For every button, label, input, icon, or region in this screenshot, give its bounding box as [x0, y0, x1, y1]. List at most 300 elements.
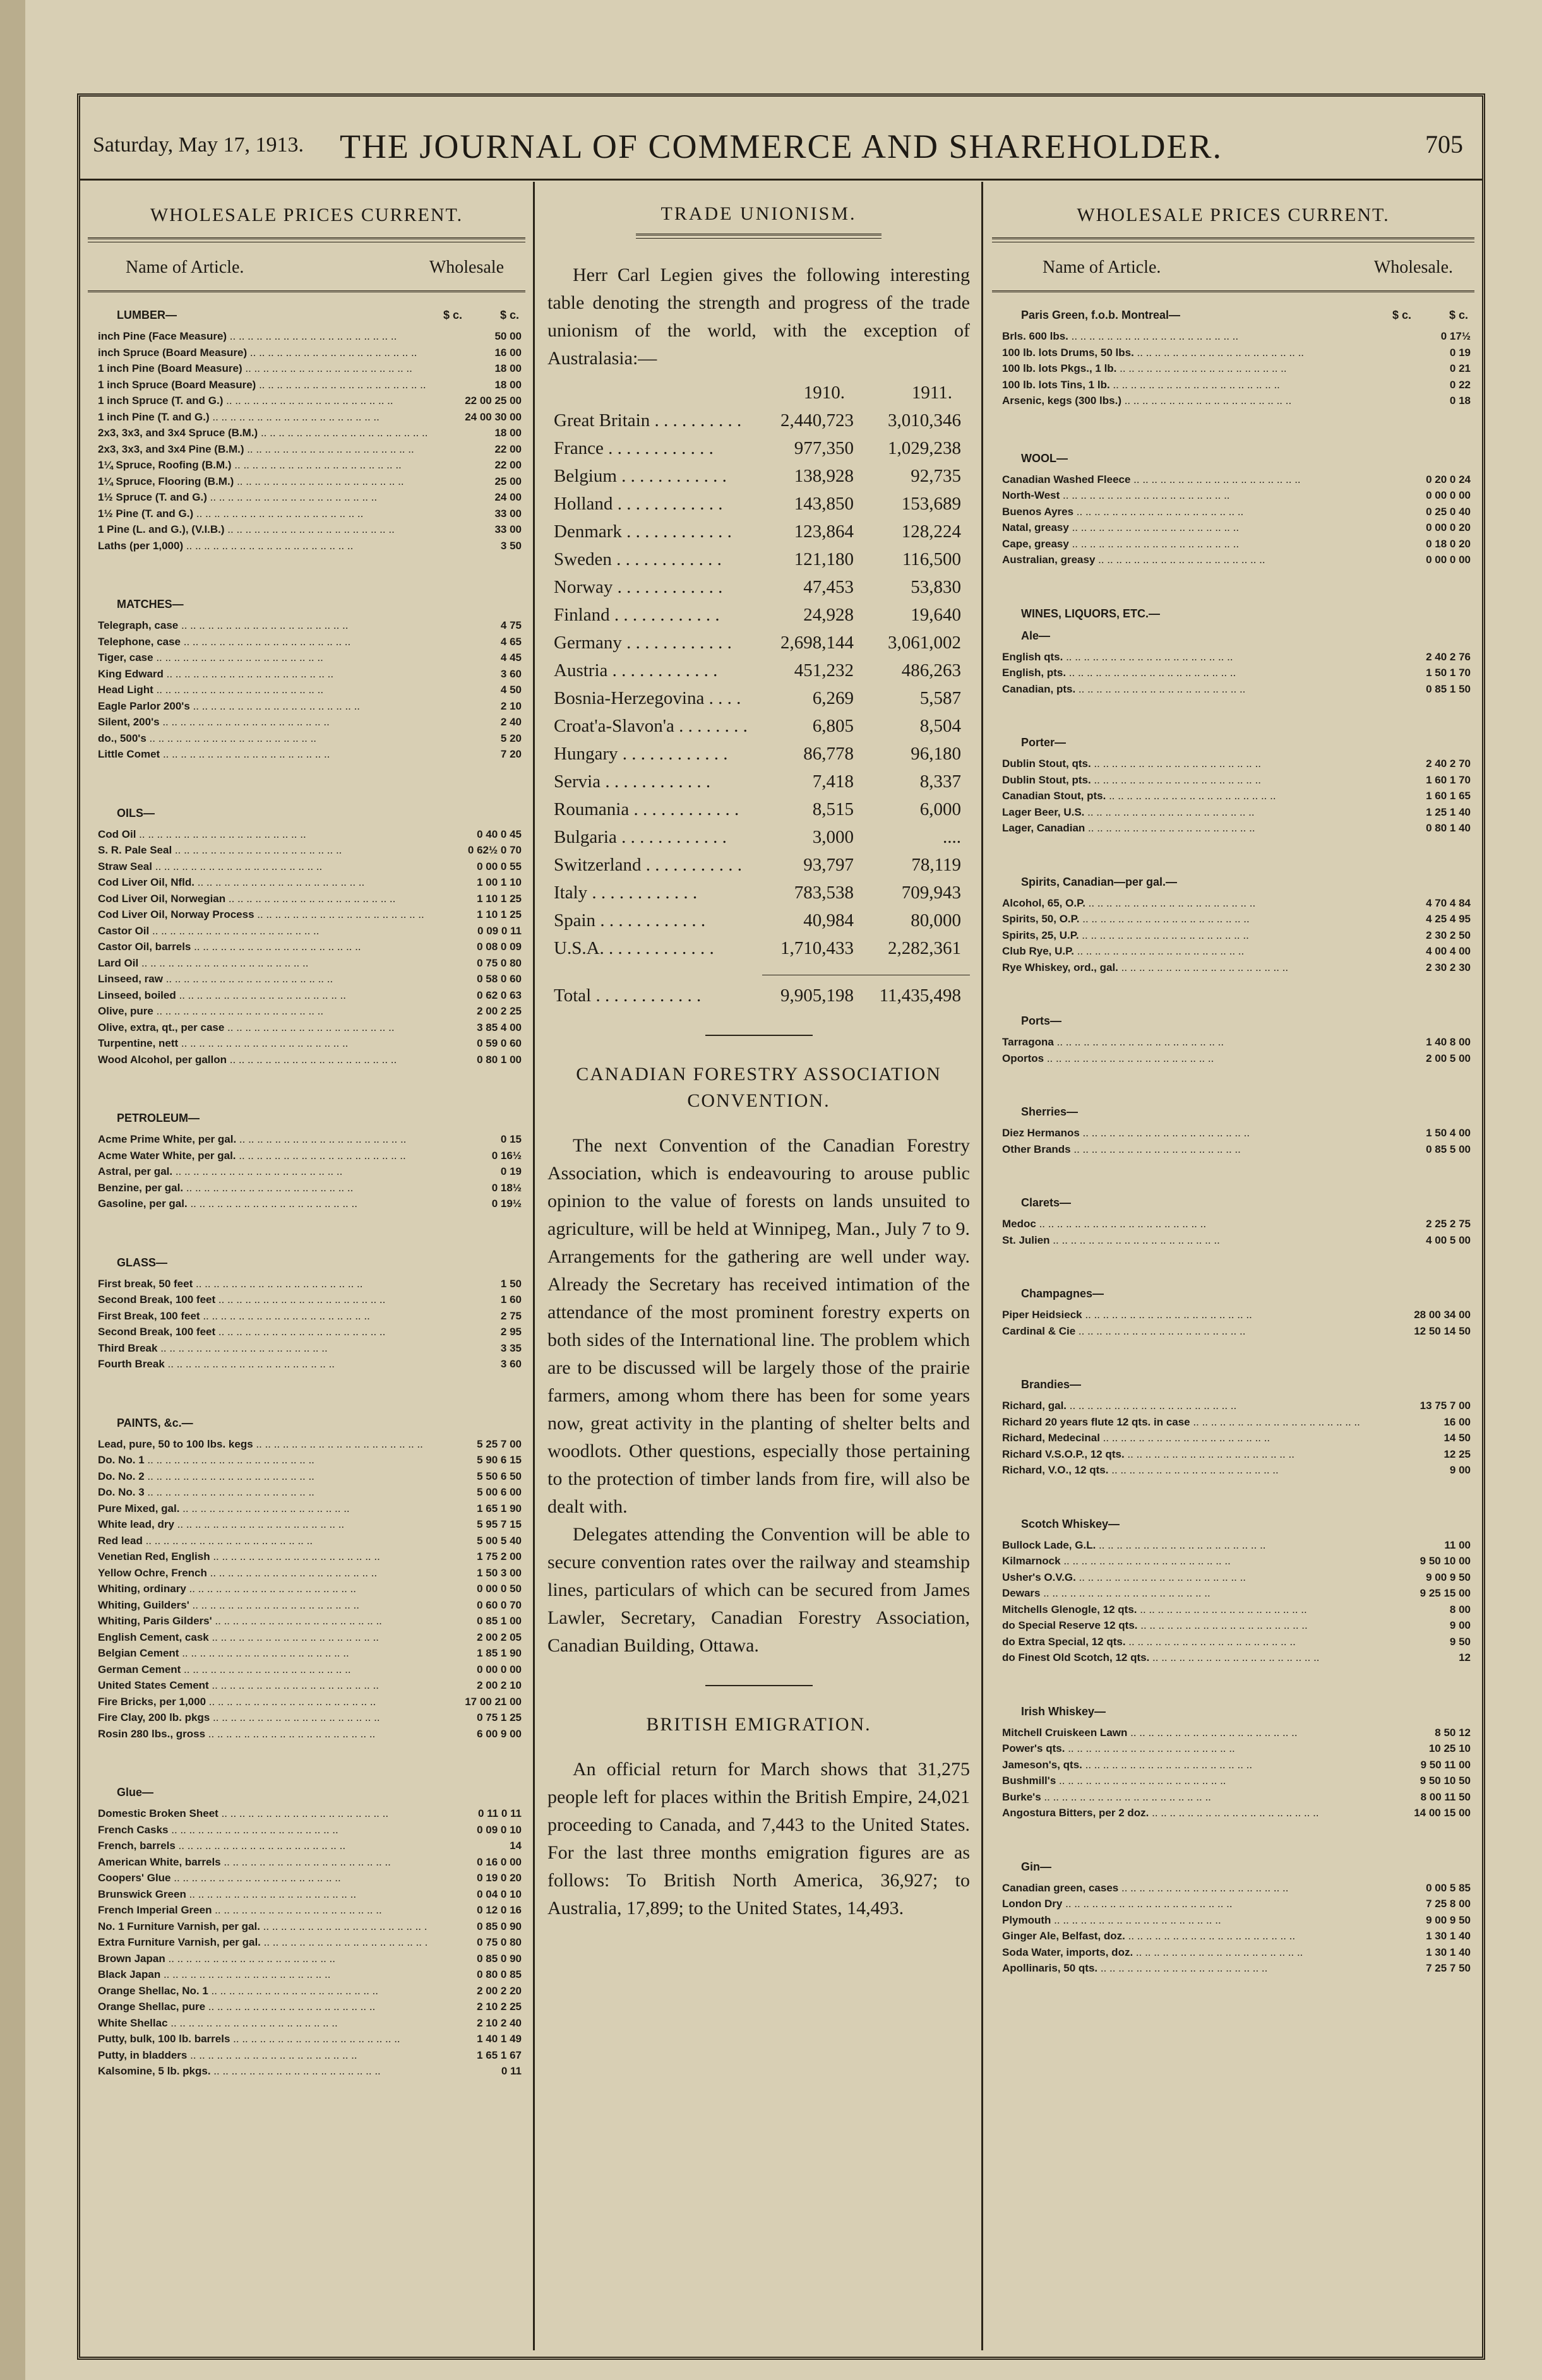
double-rule	[88, 237, 525, 242]
price-row	[92, 1324, 522, 1340]
section-heading-text: LUMBER—	[117, 309, 177, 321]
article-price: 13 75 7 00	[1419, 1400, 1471, 1412]
price-row	[92, 987, 522, 1004]
country-name: Spain . . .	[554, 907, 746, 934]
price-row	[996, 1634, 1471, 1650]
article-name: Apollinaris, 50 qts. .. ..	[1002, 1960, 1376, 1977]
country-name: Germany . . .	[554, 629, 746, 657]
forestry-paragraph-1: The next Convention of the Canadian Forestry Association, which is endeavouring to arouse public opinion to the value of forests on lands unsuited to agriculture, will be held at Winnipeg, Man., July 7 to 9. Arrangements for the gathering are well under way. Already the Secretary has received intimation of the attendance of the most prominent forestry experts on both sides of the International line. The problem which are to be discussed will be largely those of the prairie farmers, among whom there has been for some years now, great activity in the planting of shelter belts and woodlots. Other questions, especially those pertaining to the protection of timber lands from fire, will also be dealt with.	[547, 1135, 970, 1517]
article-price: 0 40 0 45	[477, 828, 522, 840]
article-price: 12 25	[1443, 1448, 1471, 1460]
article-name: Arsenic, kegs (300 lbs.) .. ..	[1002, 393, 1376, 409]
article-price: 5 20	[500, 732, 522, 744]
article-name: French Casks .. ..	[98, 1822, 427, 1838]
article-price: 0 00 0 55	[477, 860, 522, 872]
article-price: 0 80 1 40	[1426, 822, 1471, 834]
article-price: 1 25 1 40	[1426, 806, 1471, 818]
price-row	[92, 2015, 522, 2032]
price-row	[996, 665, 1471, 681]
col-wholesale-label: Wholesale	[429, 258, 504, 277]
section-heading	[996, 1014, 1471, 1028]
article-name: Castor Oil .. ..	[98, 923, 427, 939]
article-name: White lead, dry .. ..	[98, 1516, 427, 1533]
section-heading-text: Gin—	[1021, 1860, 1051, 1873]
total-1910: 9,905,198	[780, 985, 854, 1006]
price-row	[996, 1789, 1471, 1806]
article-name: Buenos Ayres .. ..	[1002, 504, 1376, 520]
article-name: Rosin 280 lbs., gross .. ..	[98, 1726, 427, 1742]
price-row	[92, 1452, 522, 1468]
article-price: 33 00	[494, 523, 522, 535]
section-heading-text: GLASS—	[117, 1256, 168, 1269]
section-heading	[996, 629, 1471, 643]
country-name: France . . .	[554, 434, 746, 462]
article-name: 2x3, 3x3, and 3x4 Pine (B.M.) .. ..	[98, 441, 427, 458]
price-row	[996, 1414, 1471, 1431]
section-heading	[92, 598, 522, 611]
unit-labels	[443, 309, 519, 322]
article-price: 1 75 2 00	[477, 1550, 522, 1562]
article-name: Head Light .. ..	[98, 682, 427, 698]
article-name: Alcohol, 65, O.P. .. ..	[1002, 895, 1376, 912]
article-price: 1 65 1 90	[477, 1502, 522, 1514]
article-name: Putty, bulk, 100 lb. barrels .. ..	[98, 2031, 427, 2047]
members-1911: 8,504	[919, 716, 961, 736]
article-name: Do. No. 3 .. ..	[98, 1484, 427, 1501]
article-price: 4 75	[500, 619, 522, 631]
article-name: Orange Shellac, pure .. ..	[98, 1999, 427, 2015]
article-price: 0 62 0 63	[477, 989, 522, 1001]
article-name: Second Break, 100 feet .. ..	[98, 1324, 427, 1340]
article-name: 1¼ Spruce, Roofing (B.M.) .. ..	[98, 457, 427, 473]
price-row	[92, 2047, 522, 2064]
price-section	[92, 1256, 522, 1372]
article-name: English, pts. .. ..	[1002, 665, 1376, 681]
price-row	[996, 788, 1471, 804]
price-section	[996, 1196, 1471, 1248]
price-row	[996, 1446, 1471, 1463]
price-section	[996, 1287, 1471, 1339]
members-1911: ....	[943, 827, 961, 847]
article-name: Putty, in bladders .. ..	[98, 2047, 427, 2064]
left-column-title: WHOLESALE PRICES CURRENT.	[150, 205, 463, 225]
section-heading	[996, 1860, 1471, 1874]
section-heading-text: Sherries—	[1021, 1105, 1079, 1118]
members-1911: 153,689	[901, 494, 961, 514]
article-name: Brunswick Green .. ..	[98, 1886, 427, 1903]
article-name: Orange Shellac, No. 1 .. ..	[98, 1983, 427, 1999]
article-name: Whiting, ordinary .. ..	[98, 1581, 427, 1597]
article-price: 0 19	[500, 1165, 522, 1177]
price-row	[92, 1694, 522, 1710]
article-name: London Dry .. ..	[1002, 1896, 1376, 1912]
article-name: Spirits, 25, U.P. .. ..	[1002, 927, 1376, 944]
trade-union-row	[547, 795, 970, 823]
article-price: 1 60 1 70	[1426, 773, 1471, 786]
price-section	[996, 607, 1471, 621]
section-heading-text: Glue—	[117, 1786, 154, 1799]
article-name: Canadian green, cases .. ..	[1002, 1880, 1376, 1896]
article-name: Linseed, boiled .. ..	[98, 987, 427, 1004]
article-price: 5 50 6 50	[477, 1470, 522, 1482]
price-row	[92, 345, 522, 361]
price-row	[92, 939, 522, 955]
article-name: Diez Hermanos .. ..	[1002, 1125, 1376, 1141]
section-heading	[996, 607, 1471, 621]
price-row	[92, 1838, 522, 1854]
article-name: 100 lb. lots Pkgs., 1 lb. .. ..	[1002, 360, 1376, 377]
article-price: 2 00 2 20	[477, 1984, 522, 1997]
price-row	[92, 393, 522, 409]
members-1911: 2,282,361	[888, 938, 961, 958]
price-row	[996, 1740, 1471, 1757]
country-name: Sweden . . .	[554, 545, 746, 573]
header-rule	[80, 179, 1482, 181]
price-row	[92, 1533, 522, 1549]
article-name: inch Pine (Face Measure) .. ..	[98, 328, 427, 345]
col-wholesale-label: Wholesale.	[1373, 258, 1453, 277]
middle-article-column	[536, 182, 983, 2350]
price-row	[996, 804, 1471, 821]
article-price: 9 00 9 50	[1426, 1571, 1471, 1583]
price-row	[92, 489, 522, 506]
article-price: 2 10	[500, 699, 522, 712]
section-heading-text: WINES, LIQUORS, ETC.—	[1021, 607, 1161, 620]
journal-title: THE JOURNAL OF COMMERCE AND SHAREHOLDER.	[339, 128, 1223, 165]
price-row	[92, 506, 522, 522]
article-price: 18 00	[494, 427, 522, 439]
price-row	[92, 1163, 522, 1180]
article-name: Lard Oil .. ..	[98, 955, 427, 972]
price-row	[996, 1050, 1471, 1067]
price-row	[92, 1340, 522, 1357]
article-name: Club Rye, U.P. .. ..	[1002, 943, 1376, 960]
article-price: 0 75 0 80	[477, 1936, 522, 1948]
trade-union-row	[547, 768, 970, 795]
trade-union-row	[547, 740, 970, 768]
members-1910: 7,418	[812, 771, 854, 792]
article-price: 12 50 14 50	[1414, 1324, 1471, 1337]
article-name: White Shellac .. ..	[98, 2015, 427, 2032]
section-heading	[996, 1705, 1471, 1718]
price-row	[996, 552, 1471, 568]
article-price: 9 00	[1449, 1464, 1471, 1476]
article-price: 0 75 0 80	[477, 956, 522, 969]
price-row	[996, 1307, 1471, 1323]
members-1910: 2,440,723	[780, 410, 854, 431]
price-row	[996, 1216, 1471, 1232]
article-price: 3 85 4 00	[477, 1021, 522, 1033]
article-name: Bushmill's .. ..	[1002, 1773, 1376, 1789]
price-section	[996, 452, 1471, 568]
section-heading-text: Spirits, Canadian—per gal.—	[1021, 875, 1178, 888]
unit-dollars-cents: $ c.	[1449, 309, 1468, 321]
price-row	[92, 1710, 522, 1726]
price-row	[92, 714, 522, 730]
price-row	[92, 1999, 522, 2015]
article-name: Usher's O.V.G. .. ..	[1002, 1569, 1376, 1586]
article-price: 0 08 0 09	[477, 941, 522, 953]
price-row	[996, 1725, 1471, 1741]
price-row	[996, 1569, 1471, 1586]
price-row	[92, 1436, 522, 1453]
trade-union-row	[547, 629, 970, 657]
article-price: 2 10 2 40	[477, 2016, 522, 2029]
article-price: 0 85 1 00	[477, 1615, 522, 1627]
article-name: Lead, pure, 50 to 100 lbs. kegs .. ..	[98, 1436, 427, 1453]
price-row	[996, 1034, 1471, 1050]
article-name: Do. No. 2 .. ..	[98, 1468, 427, 1485]
article-name: Natal, greasy .. ..	[1002, 520, 1376, 536]
article-price: 9 25 15 00	[1419, 1587, 1471, 1599]
article-name: Second Break, 100 feet .. ..	[98, 1292, 427, 1308]
price-section	[996, 1518, 1471, 1666]
country-name: Austria . . .	[554, 657, 746, 684]
article-name: 2x3, 3x3, and 3x4 Spruce (B.M.) .. ..	[98, 425, 427, 441]
forestry-paragraph-2: Delegates attending the Convention will be able to secure convention rates over the railway and steamship lines, particulars of which can be secured from James Lawler, Secretary, Canadian Forestry Association, Canadian Building, Ottawa.	[547, 1524, 970, 1656]
article-price: 8 50 12	[1435, 1726, 1471, 1739]
article-name: Benzine, per gal. .. ..	[98, 1180, 427, 1196]
article-name: Dublin Stout, qts. .. ..	[1002, 756, 1376, 772]
section-heading-text: Brandies—	[1021, 1378, 1082, 1391]
article-name: Cod Liver Oil, Norway Process .. ..	[98, 907, 427, 923]
price-row	[92, 2063, 522, 2080]
price-row	[92, 425, 522, 441]
article-price: 2 00 2 05	[477, 1631, 522, 1643]
article-name: Spirits, 50, O.P. .. ..	[1002, 911, 1376, 927]
price-row	[92, 1951, 522, 1967]
article-price: 2 40 2 76	[1426, 650, 1471, 663]
article-name: Cardinal & Cie .. ..	[1002, 1323, 1376, 1340]
right-column-title: WHOLESALE PRICES CURRENT.	[1077, 205, 1390, 225]
article-price: 11 00	[1444, 1538, 1471, 1551]
trade-union-row	[547, 490, 970, 518]
members-1910: 2,698,144	[780, 633, 854, 653]
article-name: Angostura Bitters, per 2 doz. .. ..	[1002, 1805, 1376, 1821]
left-table-header	[88, 242, 525, 292]
article-name: 100 lb. lots Drums, 50 lbs. .. ..	[1002, 345, 1376, 361]
article-price: 0 04 0 10	[477, 1888, 522, 1900]
price-row	[92, 1292, 522, 1308]
article-name: Plymouth .. ..	[1002, 1912, 1376, 1929]
price-row	[92, 1003, 522, 1020]
article-name: 1½ Spruce (T. and G.) .. ..	[98, 489, 427, 506]
country-name: Finland . . .	[554, 601, 746, 629]
price-row	[92, 521, 522, 538]
price-row	[996, 756, 1471, 772]
article-name: Rye Whiskey, ord., gal. .. ..	[1002, 960, 1376, 976]
article-price: 0 21	[1449, 362, 1471, 374]
article-price: 5 90 6 15	[477, 1454, 522, 1466]
price-row	[996, 1430, 1471, 1446]
article-price: 1 85 1 90	[477, 1647, 522, 1659]
trade-union-row	[547, 545, 970, 573]
price-row	[996, 1585, 1471, 1602]
article-name: 1½ Pine (T. and G.) .. ..	[98, 506, 427, 522]
price-row	[92, 1597, 522, 1614]
article-price: 0 75 1 25	[477, 1711, 522, 1723]
article-price: 2 00 2 25	[477, 1005, 522, 1017]
price-row	[996, 927, 1471, 944]
article-price: 2 25 2 75	[1426, 1218, 1471, 1230]
price-row	[92, 842, 522, 859]
price-row	[92, 328, 522, 345]
article-name: Laths (per 1,000) .. ..	[98, 538, 427, 554]
section-heading	[996, 736, 1471, 749]
trade-union-row	[547, 573, 970, 601]
article-name: Red lead .. ..	[98, 1533, 427, 1549]
article-price: 5 00 6 00	[477, 1486, 522, 1498]
price-row	[92, 1919, 522, 1935]
price-row	[996, 1617, 1471, 1634]
price-row	[996, 1912, 1471, 1929]
price-row	[92, 874, 522, 891]
trade-union-row	[547, 712, 970, 740]
price-section	[92, 309, 522, 554]
price-row	[996, 360, 1471, 377]
article-name: Venetian Red, English .. ..	[98, 1549, 427, 1565]
members-1911: 19,640	[911, 605, 961, 625]
article-name: Belgian Cement .. ..	[98, 1645, 427, 1662]
country-name: Croat'a-Slavon'a . . .	[554, 712, 746, 740]
article-price: 2 00 2 10	[477, 1679, 522, 1691]
issue-date: Saturday, May 17, 1913.	[93, 133, 304, 157]
price-row	[92, 2031, 522, 2047]
price-row	[92, 891, 522, 907]
article-price: 5 00 5 40	[477, 1534, 522, 1547]
article-price: 4 25 4 95	[1426, 913, 1471, 925]
article-price: 0 11	[501, 2065, 522, 2077]
article-price: 0 85 0 90	[477, 1920, 522, 1932]
article-price: 0 22	[1449, 378, 1471, 391]
article-name: Lager Beer, U.S. .. ..	[1002, 804, 1376, 821]
article-name: S. R. Pale Seal .. ..	[98, 842, 427, 859]
price-row	[996, 1757, 1471, 1773]
article-price: 1 30 1 40	[1426, 1946, 1471, 1958]
article-price: 12	[1459, 1651, 1471, 1663]
price-row	[996, 328, 1471, 345]
members-1910: 783,538	[794, 883, 854, 903]
price-row	[92, 1549, 522, 1565]
article-price: 2 40	[500, 716, 522, 728]
article-price: 2 30 2 30	[1426, 961, 1471, 973]
article-price: 0 20 0 24	[1426, 473, 1471, 485]
price-row	[92, 1180, 522, 1196]
article-name: Domestic Broken Sheet .. ..	[98, 1806, 427, 1822]
price-row	[92, 1983, 522, 1999]
article-price: 10 25 10	[1428, 1742, 1471, 1754]
trade-union-row	[547, 407, 970, 434]
section-heading-text: PAINTS, &c.—	[117, 1416, 193, 1429]
members-1911: 53,830	[911, 577, 961, 597]
page-header	[93, 122, 1469, 172]
members-1910: 86,778	[803, 744, 854, 764]
title-rule	[636, 234, 882, 239]
article-price: 18 00	[494, 378, 522, 391]
article-price: 0 58 0 60	[477, 973, 522, 985]
total-label: Total . . .	[554, 982, 746, 1009]
price-section	[996, 629, 1471, 698]
article-price: 0 15	[500, 1133, 522, 1145]
price-row	[92, 1516, 522, 1533]
article-name: Telephone, case .. ..	[98, 634, 427, 650]
article-name: Cape, greasy .. ..	[1002, 536, 1376, 552]
article-price: 1 50 4 00	[1426, 1127, 1471, 1139]
article-name: Yellow Ochre, French .. ..	[98, 1565, 427, 1581]
price-row	[996, 536, 1471, 552]
country-name: Italy . . .	[554, 879, 746, 907]
price-section	[996, 736, 1471, 836]
article-price: 0 18	[1449, 395, 1471, 407]
price-row	[92, 473, 522, 490]
members-1910: 1,710,433	[780, 938, 854, 958]
article-name: Cod Liver Oil, Nfld. .. ..	[98, 874, 427, 891]
article-name: Olive, extra, qt., per case .. ..	[98, 1020, 427, 1036]
trade-union-row	[547, 907, 970, 934]
price-row	[92, 1662, 522, 1678]
price-row	[92, 1645, 522, 1662]
article-name: 1¼ Spruce, Flooring (B.M.) .. ..	[98, 473, 427, 490]
members-1910: 143,850	[794, 494, 854, 514]
price-row	[92, 1501, 522, 1517]
price-row	[92, 1902, 522, 1919]
price-row	[92, 1934, 522, 1951]
article-price: 3 50	[500, 539, 522, 552]
article-name: Richard, gal. .. ..	[1002, 1398, 1376, 1414]
article-name: Kilmarnock .. ..	[1002, 1553, 1376, 1569]
article-price: 1 40 8 00	[1426, 1036, 1471, 1048]
article-price: 7 25 7 50	[1426, 1962, 1471, 1974]
article-price: 25 00	[494, 475, 522, 487]
right-price-column	[984, 182, 1482, 2350]
price-row	[92, 1629, 522, 1646]
article-name: Fire Bricks, per 1,000 .. ..	[98, 1694, 427, 1710]
article-name: Ginger Ale, Belfast, doz. .. ..	[1002, 1928, 1376, 1944]
section-heading-text: OILS—	[117, 806, 155, 819]
price-section	[996, 309, 1471, 409]
trade-unionism-title: TRADE UNIONISM.	[660, 203, 857, 224]
article-price: 22 00	[494, 443, 522, 455]
article-name: German Cement .. ..	[98, 1662, 427, 1678]
article-price: 14	[510, 1840, 522, 1852]
article-price: 0 17½	[1440, 330, 1471, 342]
double-rule	[992, 237, 1474, 242]
article-price: 0 11 0 11	[477, 1807, 522, 1819]
price-row	[996, 943, 1471, 960]
article-separator	[705, 1685, 813, 1686]
article-price: 0 00 0 00	[1426, 489, 1471, 501]
article-price: 0 19½	[491, 1198, 522, 1210]
trade-union-row	[547, 823, 970, 851]
members-1910: 6,805	[812, 716, 854, 736]
article-name: Telegraph, case .. ..	[98, 617, 427, 634]
article-price: 0 25 0 40	[1426, 505, 1471, 518]
article-name: Richard, Medecinal .. ..	[1002, 1430, 1376, 1446]
article-name: King Edward .. ..	[98, 666, 427, 682]
members-1910: 3,000	[812, 827, 854, 847]
article-price: 9 00	[1449, 1619, 1471, 1631]
article-name: Medoc .. ..	[1002, 1216, 1376, 1232]
price-row	[996, 377, 1471, 393]
article-name: 1 inch Pine (Board Measure) .. ..	[98, 360, 427, 377]
country-name: Bosnia-Herzegovina . . .	[554, 684, 746, 712]
article-price: 0 80 1 00	[477, 1053, 522, 1066]
members-1910: 123,864	[794, 521, 854, 542]
section-heading	[996, 309, 1471, 322]
members-1910: 977,350	[794, 438, 854, 458]
article-price: 24 00 30 00	[465, 410, 522, 423]
article-name: Gasoline, per gal. .. ..	[98, 1196, 427, 1212]
